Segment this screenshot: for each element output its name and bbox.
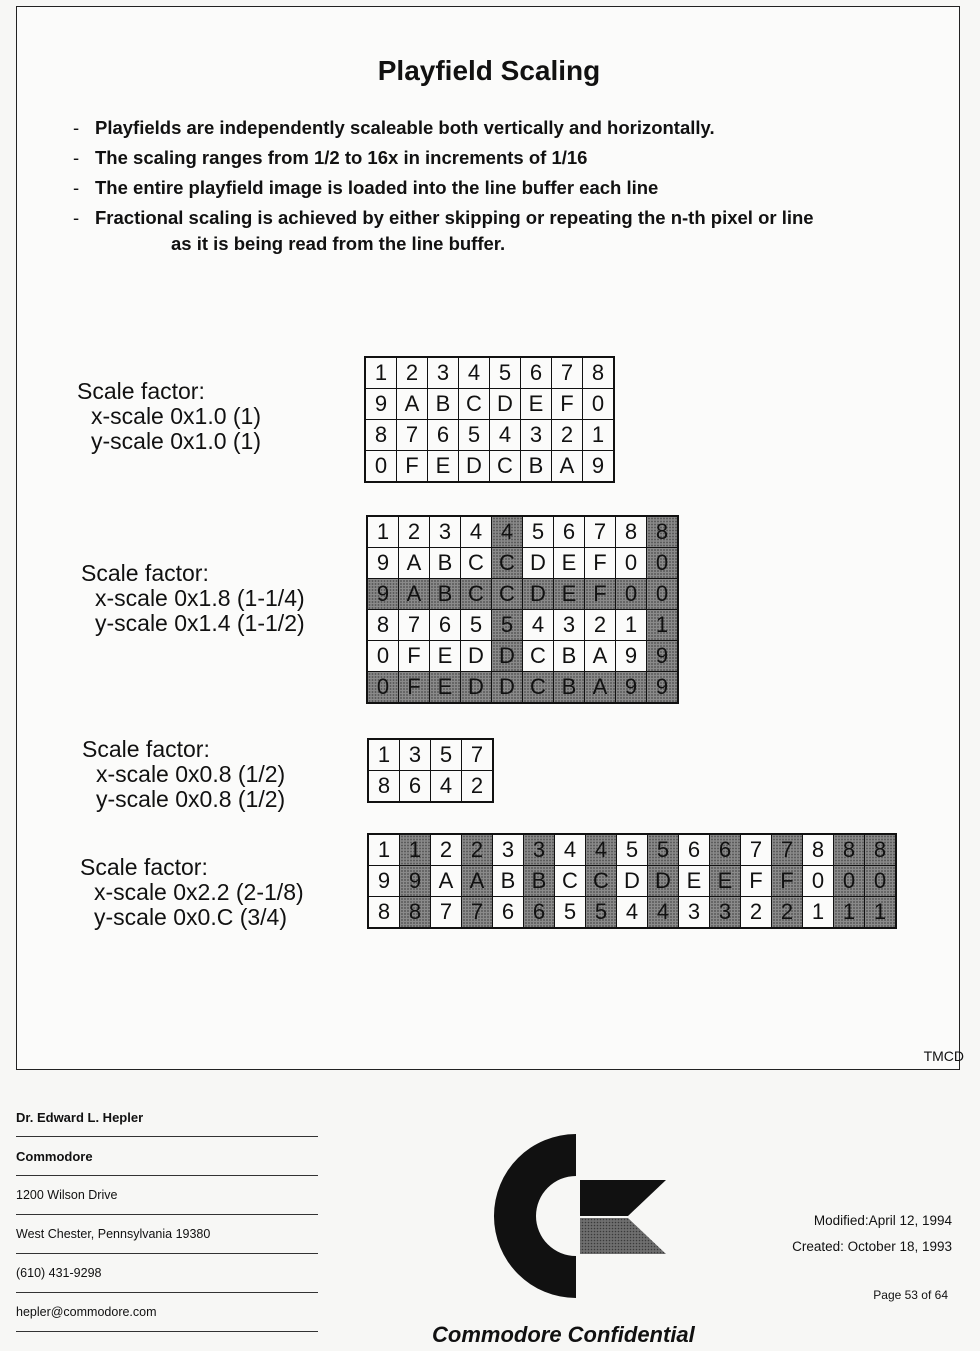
grid-cell: 1 bbox=[803, 897, 834, 929]
bullet-text: Playfields are independently scaleable both vertically and horizontally. bbox=[95, 117, 715, 138]
grid-cell: 5 bbox=[523, 516, 554, 548]
grid-cell: B bbox=[554, 641, 585, 672]
grid-row bbox=[365, 451, 614, 483]
grid-cell: D bbox=[523, 548, 554, 579]
grid-cell: 4 bbox=[586, 834, 617, 866]
grid-cell: 6 bbox=[521, 357, 552, 389]
contact-company: Commodore bbox=[16, 1137, 318, 1176]
grid-row bbox=[365, 420, 614, 451]
grid-cell: 0 bbox=[367, 672, 399, 704]
grid-row bbox=[365, 389, 614, 420]
grid-cell: F bbox=[585, 579, 616, 610]
grid-cell: 7 bbox=[552, 357, 583, 389]
grid-cell: A bbox=[585, 641, 616, 672]
scale-factor-heading: Scale factor: bbox=[81, 560, 209, 586]
grid-cell: 9 bbox=[616, 641, 647, 672]
x-scale-text: x-scale 0x1.8 (1-1/4) bbox=[95, 585, 305, 611]
grid-cell: 1 bbox=[365, 357, 397, 389]
grid-cell: 7 bbox=[397, 420, 428, 451]
scale-label-2 bbox=[81, 561, 305, 636]
grid-cell: 5 bbox=[617, 834, 648, 866]
grid-cell: 1 bbox=[834, 897, 865, 929]
grid-cell: D bbox=[523, 579, 554, 610]
contact-phone: (610) 431-9298 bbox=[16, 1254, 318, 1293]
grid-cell: 4 bbox=[461, 516, 492, 548]
grid-cell: F bbox=[772, 866, 803, 897]
grid-cell: F bbox=[585, 548, 616, 579]
grid-cell: 2 bbox=[585, 610, 616, 641]
grid-cell: B bbox=[430, 579, 461, 610]
y-scale-text: y-scale 0x0.C (3/4) bbox=[94, 904, 288, 930]
grid-cell: 3 bbox=[521, 420, 552, 451]
grid-cell: 0 bbox=[834, 866, 865, 897]
grid-cell: A bbox=[585, 672, 616, 704]
grid-cell: 5 bbox=[461, 610, 492, 641]
grid-cell: 1 bbox=[865, 897, 897, 929]
grid-cell: C bbox=[523, 641, 554, 672]
grid-cell: 8 bbox=[647, 516, 679, 548]
grid-cell: E bbox=[554, 548, 585, 579]
grid-cell: D bbox=[648, 866, 679, 897]
grid-cell: E bbox=[430, 641, 461, 672]
grid-cell: C bbox=[586, 866, 617, 897]
grid-cell: 5 bbox=[459, 420, 490, 451]
grid-cell: 1 bbox=[368, 834, 400, 866]
grid-cell: E bbox=[521, 389, 552, 420]
grid-cell: 3 bbox=[710, 897, 741, 929]
grid-cell: 4 bbox=[431, 771, 462, 803]
grid-cell: D bbox=[459, 451, 490, 483]
grid-cell: 7 bbox=[772, 834, 803, 866]
x-scale-text: x-scale 0x1.0 (1) bbox=[91, 403, 262, 429]
grid-cell: D bbox=[492, 672, 523, 704]
grid-cell: 0 bbox=[616, 579, 647, 610]
grid-cell: F bbox=[399, 672, 430, 704]
grid-row bbox=[368, 897, 896, 929]
grid-cell: E bbox=[428, 451, 459, 483]
grid-cell: 0 bbox=[647, 579, 679, 610]
grid-cell: C bbox=[461, 579, 492, 610]
scale-grid-1 bbox=[364, 356, 615, 483]
grid-cell: 9 bbox=[400, 866, 431, 897]
grid-cell: 2 bbox=[462, 834, 493, 866]
grid-cell: 8 bbox=[583, 357, 615, 389]
created-date: Created: October 18, 1993 bbox=[792, 1239, 952, 1254]
y-scale-text: y-scale 0x0.8 (1/2) bbox=[96, 786, 286, 812]
grid-cell: F bbox=[399, 641, 430, 672]
bullet-item: - Fractional scaling is achieved by either skipping or repeating the n-th pixel or line as it is being read from the line buffer. bbox=[73, 205, 953, 257]
grid-cell: 0 bbox=[583, 389, 615, 420]
grid-cell: 2 bbox=[431, 834, 462, 866]
grid-cell: E bbox=[430, 672, 461, 704]
grid-cell: 3 bbox=[493, 834, 524, 866]
grid-cell: 8 bbox=[365, 420, 397, 451]
y-scale-text: y-scale 0x1.0 (1) bbox=[91, 428, 262, 454]
grid-cell: C bbox=[459, 389, 490, 420]
grid-row bbox=[367, 610, 678, 641]
grid-cell: A bbox=[399, 548, 430, 579]
grid-cell: 6 bbox=[679, 834, 710, 866]
grid-cell: E bbox=[710, 866, 741, 897]
scale-factor-heading: Scale factor: bbox=[82, 736, 210, 762]
grid-cell: 4 bbox=[617, 897, 648, 929]
grid-cell: F bbox=[397, 451, 428, 483]
grid-cell: 6 bbox=[493, 897, 524, 929]
grid-cell: C bbox=[461, 548, 492, 579]
bullet-list bbox=[73, 115, 953, 261]
grid-cell: 6 bbox=[554, 516, 585, 548]
contact-email: hepler@commodore.com bbox=[16, 1293, 318, 1332]
grid-row bbox=[368, 866, 896, 897]
x-scale-text: x-scale 0x2.2 (2-1/8) bbox=[94, 879, 304, 905]
grid-cell: 6 bbox=[428, 420, 459, 451]
contact-block bbox=[16, 1098, 318, 1332]
grid-cell: 5 bbox=[648, 834, 679, 866]
grid-cell: 6 bbox=[710, 834, 741, 866]
grid-cell: 7 bbox=[462, 897, 493, 929]
grid-cell: 3 bbox=[428, 357, 459, 389]
grid-row bbox=[368, 739, 493, 771]
bullet-item: - The scaling ranges from 1/2 to 16x in increments of 1/16 bbox=[73, 147, 588, 168]
grid-cell: A bbox=[397, 389, 428, 420]
grid-cell: D bbox=[617, 866, 648, 897]
grid-cell: 3 bbox=[554, 610, 585, 641]
scale-label-4 bbox=[80, 855, 304, 930]
grid-cell: D bbox=[461, 641, 492, 672]
scale-grid-3 bbox=[367, 738, 494, 803]
x-scale-text: x-scale 0x0.8 (1/2) bbox=[96, 761, 286, 787]
grid-cell: A bbox=[431, 866, 462, 897]
grid-cell: 4 bbox=[648, 897, 679, 929]
grid-cell: 1 bbox=[367, 516, 399, 548]
grid-cell: 9 bbox=[647, 641, 679, 672]
grid-cell: 9 bbox=[367, 579, 399, 610]
grid-cell: D bbox=[492, 641, 523, 672]
grid-cell: 2 bbox=[741, 897, 772, 929]
grid-cell: 8 bbox=[616, 516, 647, 548]
grid-row bbox=[368, 771, 493, 803]
grid-cell: 7 bbox=[431, 897, 462, 929]
grid-cell: 9 bbox=[367, 548, 399, 579]
grid-cell: B bbox=[521, 451, 552, 483]
grid-row bbox=[367, 641, 678, 672]
y-scale-text: y-scale 0x1.4 (1-1/2) bbox=[95, 610, 305, 636]
grid-cell: 7 bbox=[399, 610, 430, 641]
grid-cell: 7 bbox=[585, 516, 616, 548]
grid-cell: 2 bbox=[552, 420, 583, 451]
bullet-item: - Playfields are independently scaleable both vertically and horizontally. bbox=[73, 117, 715, 138]
scale-grid-4 bbox=[367, 833, 897, 929]
tmcd-mark: TMCD bbox=[923, 1048, 964, 1064]
grid-cell: 8 bbox=[367, 610, 399, 641]
grid-cell: B bbox=[493, 866, 524, 897]
grid-cell: E bbox=[554, 579, 585, 610]
grid-cell: 8 bbox=[368, 897, 400, 929]
grid-cell: 1 bbox=[647, 610, 679, 641]
grid-cell: 8 bbox=[834, 834, 865, 866]
bullet-item: - The entire playfield image is loaded into the line buffer each line bbox=[73, 177, 659, 198]
grid-cell: 2 bbox=[399, 516, 430, 548]
grid-cell: B bbox=[430, 548, 461, 579]
grid-cell: 8 bbox=[865, 834, 897, 866]
grid-cell: 0 bbox=[647, 548, 679, 579]
grid-row bbox=[365, 357, 614, 389]
scale-grid-2 bbox=[366, 515, 679, 704]
grid-cell: 3 bbox=[524, 834, 555, 866]
grid-cell: 9 bbox=[365, 389, 397, 420]
page-title: Playfield Scaling bbox=[377, 55, 601, 86]
document-dates bbox=[792, 1208, 952, 1260]
scale-factor-heading: Scale factor: bbox=[80, 854, 208, 880]
grid-row bbox=[367, 579, 678, 610]
grid-cell: A bbox=[399, 579, 430, 610]
grid-cell: 4 bbox=[492, 516, 523, 548]
grid-cell: 4 bbox=[490, 420, 521, 451]
grid-cell: E bbox=[679, 866, 710, 897]
grid-cell: 8 bbox=[400, 897, 431, 929]
scale-factor-heading: Scale factor: bbox=[77, 378, 205, 404]
grid-cell: 9 bbox=[583, 451, 615, 483]
grid-cell: A bbox=[552, 451, 583, 483]
grid-row bbox=[367, 516, 678, 548]
grid-cell: 0 bbox=[803, 866, 834, 897]
grid-cell: B bbox=[554, 672, 585, 704]
grid-cell: 1 bbox=[368, 739, 400, 771]
grid-cell: 0 bbox=[616, 548, 647, 579]
grid-cell: 7 bbox=[741, 834, 772, 866]
grid-cell: F bbox=[741, 866, 772, 897]
grid-cell: 6 bbox=[400, 771, 431, 803]
grid-cell: C bbox=[555, 866, 586, 897]
contact-address-line-1: 1200 Wilson Drive bbox=[16, 1176, 318, 1215]
grid-row bbox=[367, 548, 678, 579]
contact-name: Dr. Edward L. Hepler bbox=[16, 1098, 318, 1137]
grid-cell: A bbox=[462, 866, 493, 897]
grid-cell: 9 bbox=[368, 866, 400, 897]
grid-cell: C bbox=[492, 548, 523, 579]
grid-cell: 8 bbox=[803, 834, 834, 866]
grid-cell: 3 bbox=[679, 897, 710, 929]
bullet-text: The scaling ranges from 1/2 to 16x in increments of 1/16 bbox=[95, 147, 588, 168]
grid-cell: 6 bbox=[524, 897, 555, 929]
grid-cell: 2 bbox=[462, 771, 494, 803]
grid-cell: 5 bbox=[490, 357, 521, 389]
grid-cell: B bbox=[524, 866, 555, 897]
grid-cell: F bbox=[552, 389, 583, 420]
modified-date: Modified:April 12, 1994 bbox=[813, 1213, 952, 1228]
grid-cell: 1 bbox=[400, 834, 431, 866]
grid-cell: C bbox=[492, 579, 523, 610]
grid-cell: 7 bbox=[462, 739, 494, 771]
bullet-text: The entire playfield image is loaded into the line buffer each line bbox=[95, 177, 659, 198]
grid-cell: 5 bbox=[431, 739, 462, 771]
grid-cell: C bbox=[523, 672, 554, 704]
scale-label-1 bbox=[77, 379, 261, 454]
page-frame bbox=[16, 6, 960, 1070]
bullet-continuation: as it is being read from the line buffer. bbox=[171, 233, 506, 254]
bullet-text: Fractional scaling is achieved by either skipping or repeating the n-th pixel or line bbox=[95, 207, 814, 228]
grid-cell: B bbox=[428, 389, 459, 420]
grid-cell: 8 bbox=[368, 771, 400, 803]
grid-cell: 2 bbox=[772, 897, 803, 929]
page-number: Page 53 of 64 bbox=[873, 1288, 948, 1302]
confidential-label: Commodore Confidential bbox=[432, 1322, 695, 1347]
grid-cell: 2 bbox=[397, 357, 428, 389]
grid-cell: 4 bbox=[459, 357, 490, 389]
grid-cell: C bbox=[490, 451, 521, 483]
grid-cell: 3 bbox=[430, 516, 461, 548]
grid-cell: 4 bbox=[555, 834, 586, 866]
grid-cell: 0 bbox=[865, 866, 897, 897]
grid-cell: 5 bbox=[555, 897, 586, 929]
contact-address-line-2: West Chester, Pennsylvania 19380 bbox=[16, 1215, 318, 1254]
scale-label-3 bbox=[82, 737, 285, 812]
grid-cell: 5 bbox=[586, 897, 617, 929]
grid-cell: 6 bbox=[430, 610, 461, 641]
grid-cell: 1 bbox=[616, 610, 647, 641]
commodore-logo-icon bbox=[470, 1128, 680, 1304]
grid-row bbox=[367, 672, 678, 704]
grid-cell: 1 bbox=[583, 420, 615, 451]
grid-cell: 9 bbox=[647, 672, 679, 704]
grid-cell: 9 bbox=[616, 672, 647, 704]
grid-cell: D bbox=[461, 672, 492, 704]
grid-cell: 0 bbox=[367, 641, 399, 672]
grid-row bbox=[368, 834, 896, 866]
grid-cell: D bbox=[490, 389, 521, 420]
grid-cell: 3 bbox=[400, 739, 431, 771]
grid-cell: 4 bbox=[523, 610, 554, 641]
grid-cell: 0 bbox=[365, 451, 397, 483]
grid-cell: 5 bbox=[492, 610, 523, 641]
